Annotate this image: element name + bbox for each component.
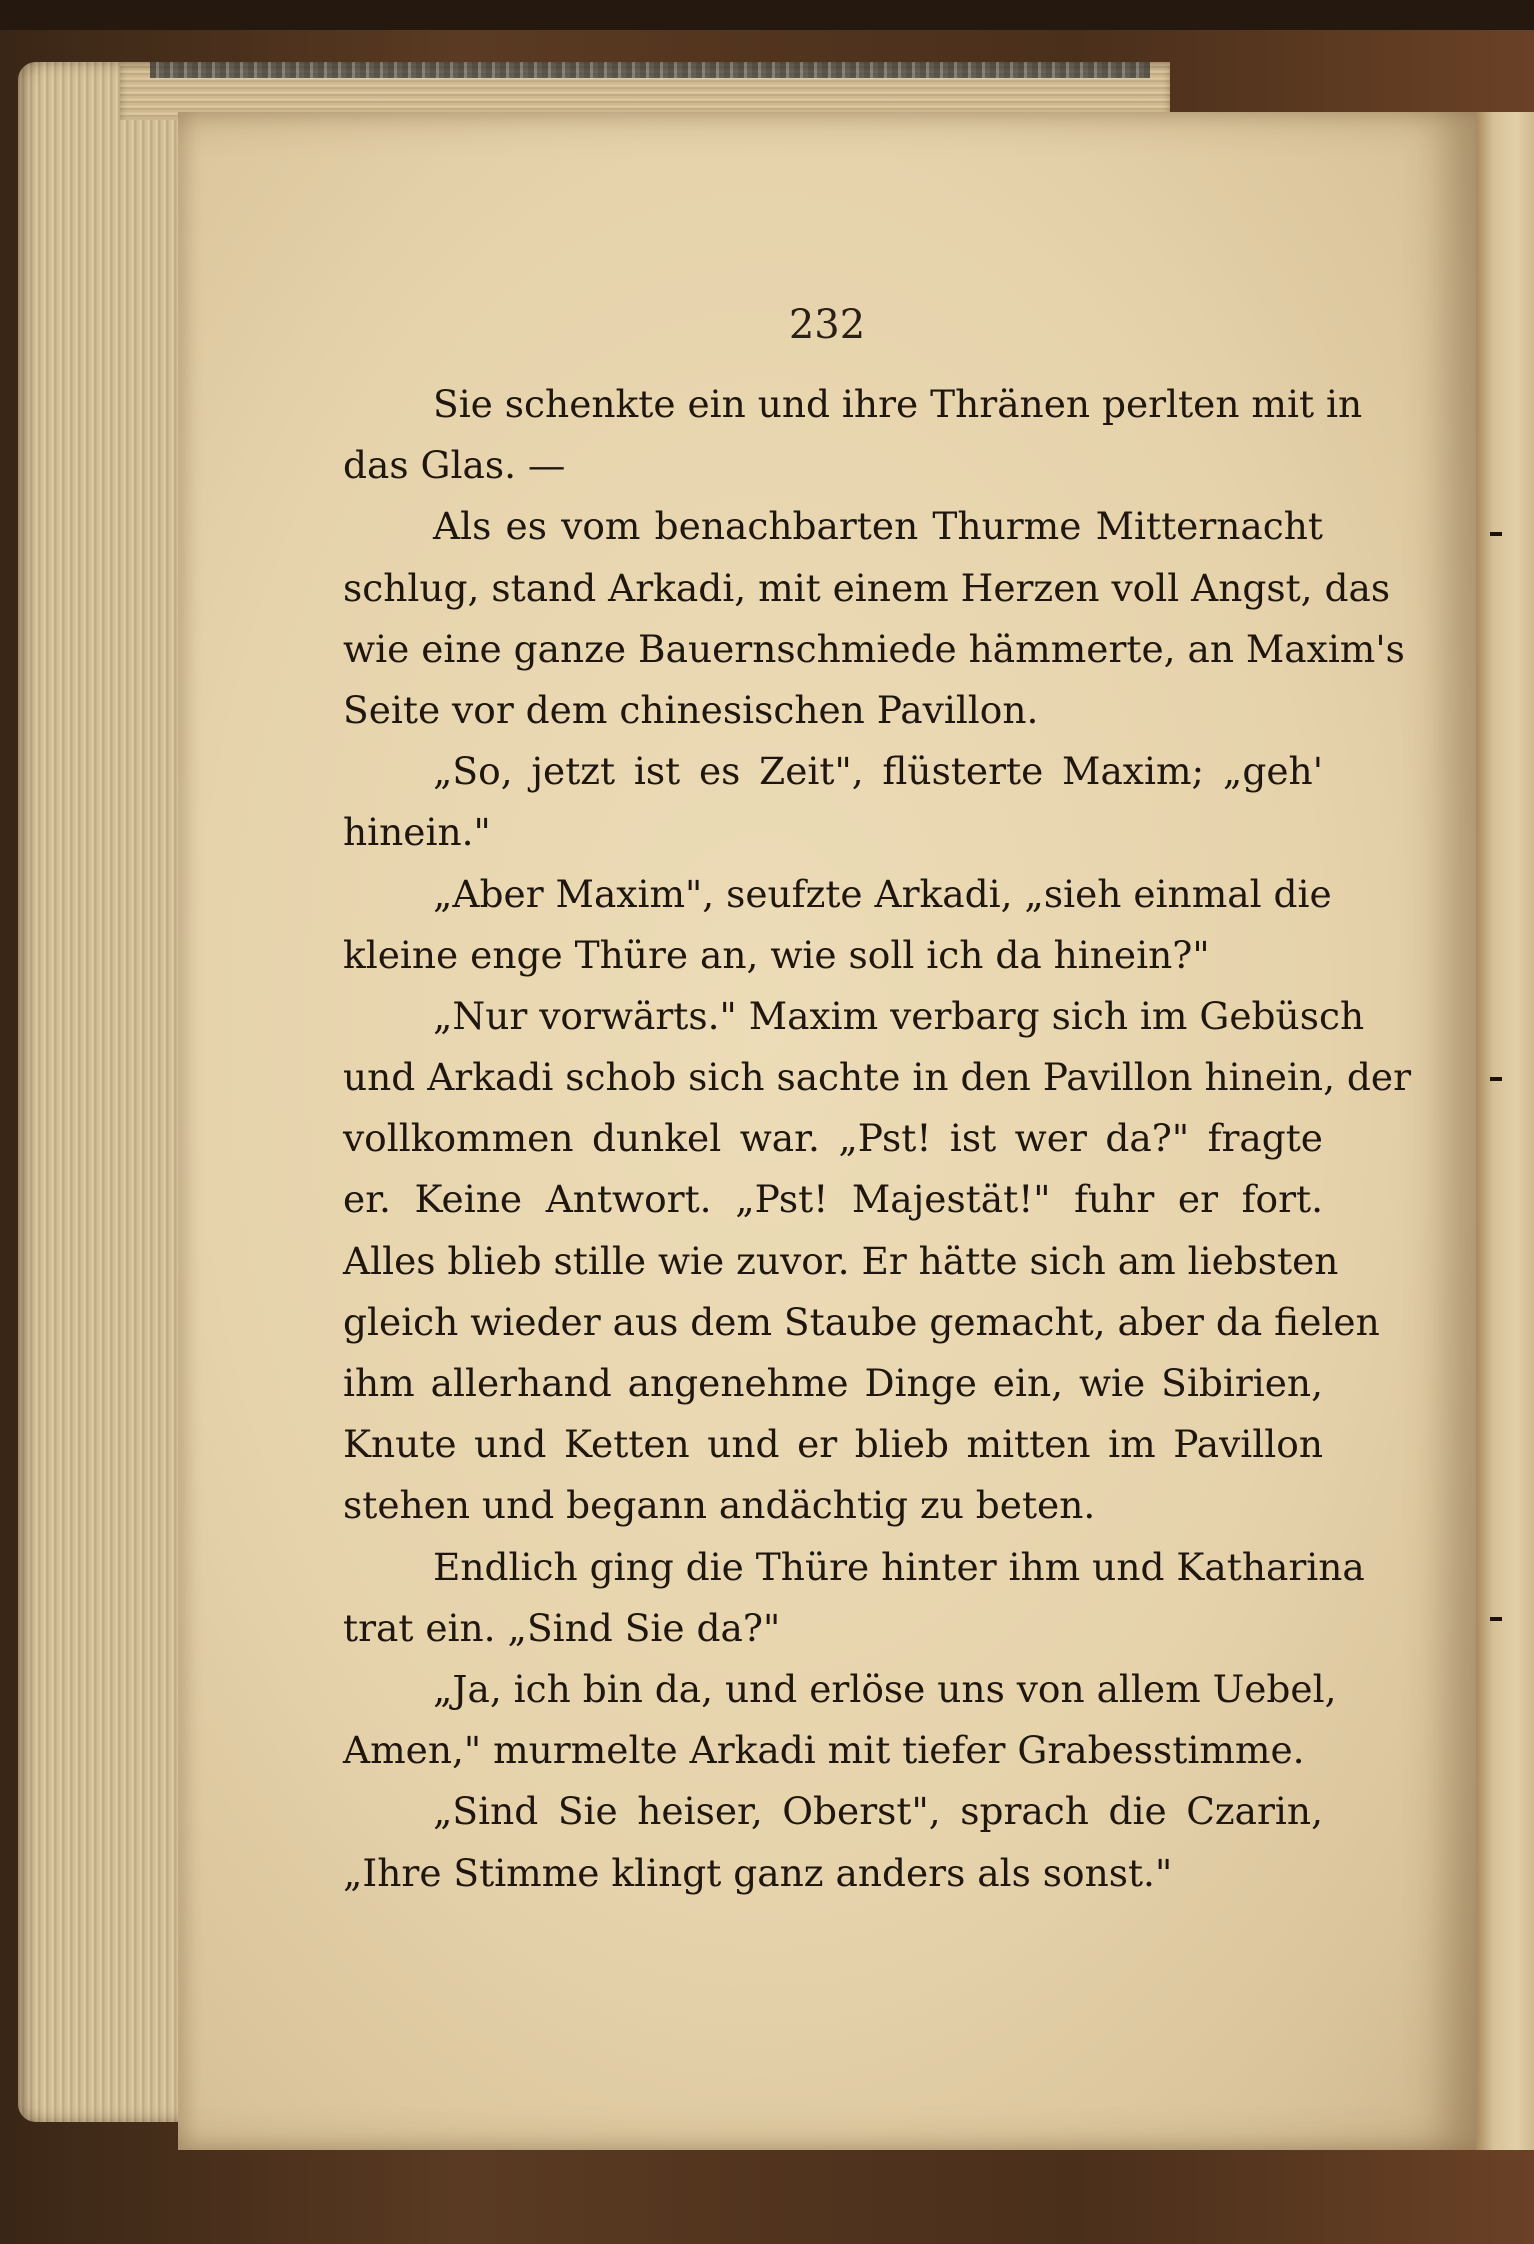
text-line: „Ja, ich bin da, und erlöse uns von allem Uebel,	[433, 1666, 1337, 1711]
text-line: „Sind Sie heiser, Oberst", sprach die Czarin,	[433, 1789, 1323, 1834]
text-line: kleine enge Thüre an, wie soll ich da hinein?"	[343, 932, 1210, 977]
page-edges-left	[18, 62, 193, 2122]
text-line: vollkommen dunkel war. „Pst! ist wer da?" fragte	[343, 1116, 1323, 1161]
text-line: Knute und Ketten und er blieb mitten im Pavillon	[343, 1422, 1323, 1467]
page-number: 232	[788, 302, 866, 348]
body-text	[343, 374, 1412, 1904]
margin-mark	[1490, 1077, 1502, 1081]
text-line: trat ein. „Sind Sie da?"	[343, 1605, 781, 1650]
text-line: „So, jetzt ist es Zeit", flüsterte Maxim; „geh'	[433, 749, 1323, 794]
text-line: das Glas. —	[343, 443, 566, 488]
text-line: „Ihre Stimme klingt ganz anders als sonst."	[343, 1850, 1173, 1895]
facing-page-edge	[1476, 112, 1534, 2150]
text-line: gleich wieder aus dem Staube gemacht, aber da fielen	[343, 1299, 1380, 1344]
text-line: Endlich ging die Thüre hinter ihm und Katharina	[433, 1544, 1365, 1589]
text-line: Amen," murmelte Arkadi mit tiefer Grabesstimme.	[343, 1728, 1305, 1773]
text-line: hinein."	[343, 810, 491, 855]
text-line: Alles blieb stille wie zuvor. Er hätte sich am liebsten	[343, 1238, 1339, 1283]
text-line: ihm allerhand angenehme Dinge ein, wie Sibirien,	[343, 1361, 1323, 1405]
text-line: Als es vom benachbarten Thurme Mitternacht	[433, 504, 1323, 549]
text-line: und Arkadi schob sich sachte in den Pavillon hinein, der	[343, 1055, 1412, 1100]
text-line: „Aber Maxim", seufzte Arkadi, „sieh einmal die	[433, 871, 1332, 916]
spine-strip	[150, 62, 1150, 78]
margin-mark	[1490, 532, 1502, 536]
text-line: wie eine ganze Bauernschmiede hämmerte, an Maxim's	[343, 626, 1405, 671]
text-line: Seite vor dem chinesischen Pavillon.	[343, 687, 1039, 732]
book-page	[178, 112, 1476, 2150]
margin-mark	[1490, 1617, 1502, 1621]
text-line: stehen und begann andächtig zu beten.	[343, 1483, 1096, 1528]
text-line: Sie schenkte ein und ihre Thränen perlten mit in	[433, 382, 1363, 426]
text-line: „Nur vorwärts." Maxim verbarg sich im Gebüsch	[433, 993, 1365, 1038]
text-line: schlug, stand Arkadi, mit einem Herzen voll Angst, das	[343, 565, 1391, 610]
text-line: er. Keine Antwort. „Pst! Majestät!" fuhr er fort.	[343, 1177, 1323, 1222]
